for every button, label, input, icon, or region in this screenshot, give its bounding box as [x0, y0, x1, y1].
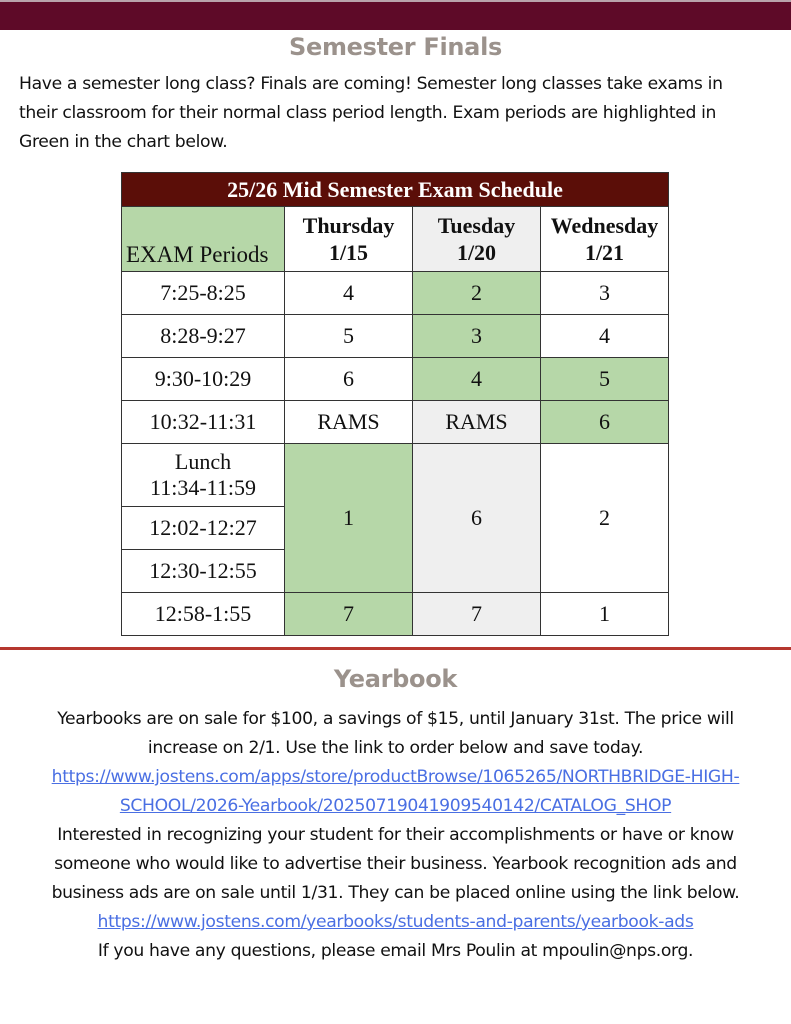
cell-exam: 2	[413, 272, 541, 315]
table-row	[122, 444, 669, 507]
table-row	[122, 272, 669, 315]
table-row	[122, 401, 669, 444]
ads-info-line: business ads are on sale until 1/31. They can be placed online using the link below.	[51, 883, 740, 903]
day-date: 1/20	[456, 240, 497, 265]
exam-schedule-table	[121, 172, 669, 636]
cell: 6	[413, 444, 541, 593]
intro-line: their classroom for their normal class period length. Exam periods are highlighted in	[19, 103, 717, 123]
period-time: 12:30-12:55	[122, 550, 285, 593]
table-row	[122, 593, 669, 636]
section-divider	[0, 647, 791, 650]
cell: 2	[541, 444, 669, 593]
finals-intro	[19, 70, 779, 157]
day-date: 1/21	[584, 240, 625, 265]
link-text[interactable]: https://www.jostens.com/apps/store/productBrowse/1065265/NORTHBRIDGE-HIGH-	[51, 767, 740, 787]
cell: 4	[285, 272, 413, 315]
table-row	[122, 315, 669, 358]
day-header-wednesday	[541, 207, 669, 272]
period-time: 12:02-12:27	[122, 507, 285, 550]
cell: 6	[285, 358, 413, 401]
cell-exam: 1	[285, 444, 413, 593]
cell: 1	[541, 593, 669, 636]
day-header-tuesday	[413, 207, 541, 272]
yearbook-sale-line: Yearbooks are on sale for $100, a savings of $15, until January 31st. The price will	[57, 709, 734, 729]
cell-exam: 6	[541, 401, 669, 444]
day-name: Tuesday	[437, 213, 516, 238]
cell: RAMS	[413, 401, 541, 444]
period-time: 7:25-8:25	[122, 272, 285, 315]
period-time: 12:58-1:55	[122, 593, 285, 636]
cell-exam: 7	[285, 593, 413, 636]
yearbook-title: Yearbook	[333, 665, 458, 693]
schedule-title: 25/26 Mid Semester Exam Schedule	[122, 173, 669, 207]
period-time-lunch	[122, 444, 285, 507]
ads-info-line: someone who would like to advertise their business. Yearbook recognition ads and	[54, 854, 737, 874]
cell-exam: 5	[541, 358, 669, 401]
day-name: Thursday	[302, 213, 395, 238]
table-row	[122, 358, 669, 401]
yearbook-sale-line: increase on 2/1. Use the link to order below and save today.	[147, 738, 644, 758]
cell: 3	[541, 272, 669, 315]
cell-exam: 4	[413, 358, 541, 401]
day-date: 1/15	[328, 240, 369, 265]
cell: 5	[285, 315, 413, 358]
yearbook-body	[0, 705, 791, 966]
intro-line: Green in the chart below.	[19, 132, 228, 152]
cell: 4	[541, 315, 669, 358]
header-bar	[0, 0, 791, 30]
cell: RAMS	[285, 401, 413, 444]
period-time: 10:32-11:31	[122, 401, 285, 444]
semester-finals-title: Semester Finals	[289, 33, 502, 61]
day-name: Wednesday	[550, 213, 659, 238]
intro-line: Have a semester long class? Finals are coming! Semester long classes take exams in	[19, 74, 723, 94]
period-time: 8:28-9:27	[122, 315, 285, 358]
yearbook-ads-link[interactable]: https://www.jostens.com/yearbooks/students-and-parents/yearbook-ads	[97, 912, 694, 932]
yearbook-order-link[interactable]	[0, 763, 791, 821]
ads-info-line: Interested in recognizing your student for their accomplishments or have or know	[57, 825, 734, 845]
link-text[interactable]: SCHOOL/2026-Yearbook/20250719041909540142/CATALOG_SHOP	[119, 796, 672, 816]
cell-exam: 3	[413, 315, 541, 358]
lunch-label: Lunch	[174, 449, 232, 474]
day-header-thursday	[285, 207, 413, 272]
contact-line: If you have any questions, please email Mrs Poulin at mpoulin@nps.org.	[97, 941, 694, 961]
cell: 7	[413, 593, 541, 636]
lunch-time: 11:34-11:59	[150, 475, 256, 500]
period-time: 9:30-10:29	[122, 358, 285, 401]
exam-periods-header: EXAM Periods	[122, 207, 285, 272]
